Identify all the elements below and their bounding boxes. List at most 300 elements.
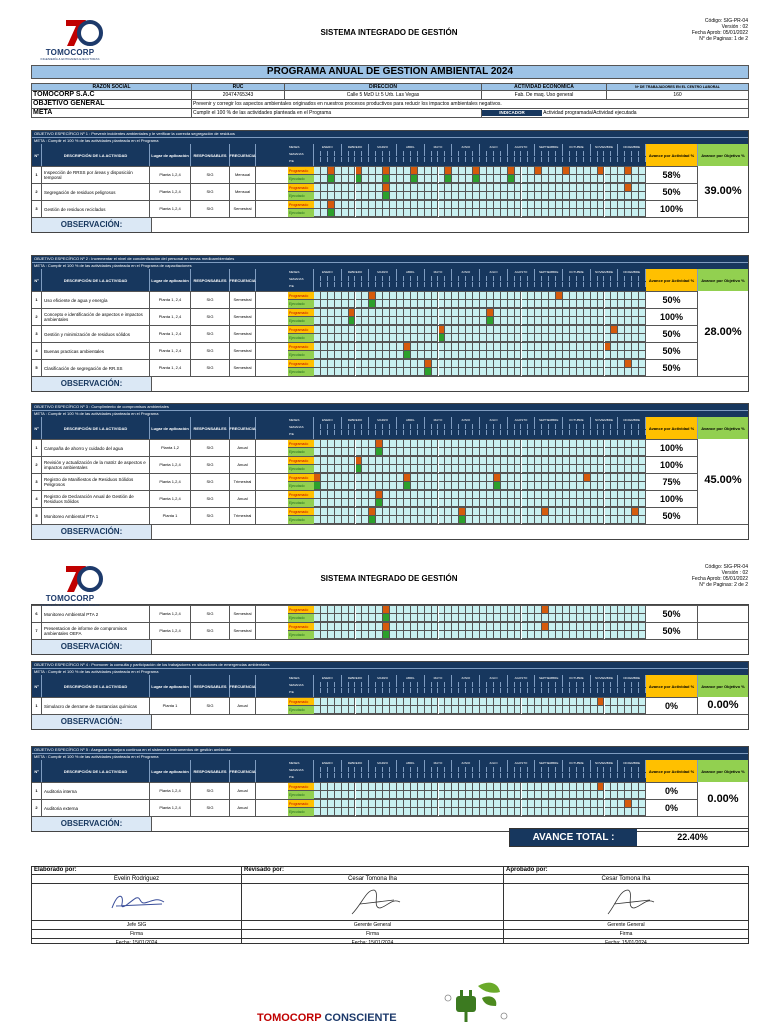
activity-desc: Gestión y minimización de residuos sólidos <box>42 326 150 342</box>
ejecutado-cell <box>487 465 494 473</box>
activity-table-header <box>32 269 748 291</box>
week-cell <box>515 424 522 429</box>
week-cell <box>328 767 335 772</box>
month-label: AGOSTO <box>508 144 536 151</box>
programado-cell <box>494 800 501 808</box>
month-label: ABRIL <box>397 675 425 682</box>
programado-cell <box>335 343 342 351</box>
ejecutado-cell <box>535 482 542 490</box>
ejecutado-cell <box>542 482 549 490</box>
programado-cell <box>439 201 446 209</box>
programado-cell <box>473 167 480 175</box>
week-cell <box>598 682 605 687</box>
pe-labels <box>288 491 314 507</box>
programado-cell <box>349 292 356 300</box>
programado-cell <box>563 623 570 631</box>
programado-cell <box>390 440 397 448</box>
razon-value: TOMOCORP S.A.C <box>32 91 192 100</box>
ejecutado-cell <box>466 499 473 507</box>
week-cell <box>425 151 432 156</box>
activity-row <box>32 782 748 799</box>
programado-cell <box>362 326 369 334</box>
week-cell <box>625 767 632 772</box>
ejecutado-cell <box>570 448 577 456</box>
week-cell <box>349 767 356 772</box>
programado-cell <box>369 343 376 351</box>
programado-cell <box>342 698 349 706</box>
ejecutado-cell <box>605 334 612 342</box>
activity-n: 6 <box>32 606 42 622</box>
week-cell <box>605 682 612 687</box>
ejecutado-cell <box>577 516 584 524</box>
ejecutado-cell <box>639 791 646 799</box>
week-cell <box>397 151 404 156</box>
program-info-table <box>31 65 749 118</box>
programado-cell <box>439 360 446 368</box>
programado-cell <box>570 326 577 334</box>
ejecutado-cell <box>356 499 363 507</box>
programado-cell <box>549 309 556 317</box>
ejecutado-cell <box>404 209 411 217</box>
week-cell <box>362 430 369 435</box>
ejecutado-cell <box>439 499 446 507</box>
programado-cell <box>397 440 404 448</box>
programado-cell <box>584 440 591 448</box>
ejecutado-cell <box>418 334 425 342</box>
programado-cell <box>632 201 639 209</box>
programado-cell <box>591 201 598 209</box>
programado-cell <box>439 343 446 351</box>
week-cell <box>584 430 591 435</box>
week-cell <box>501 157 508 162</box>
programado-cell <box>528 326 535 334</box>
programado-cell <box>542 623 549 631</box>
programado-cell <box>349 440 356 448</box>
ejecutado-cell <box>383 499 390 507</box>
week-cell <box>439 682 446 687</box>
programado-cell <box>376 800 383 808</box>
activity-desc: Segregación de residuos peligrosos <box>42 184 150 200</box>
programado-cell <box>549 184 556 192</box>
ejecutado-cell <box>584 482 591 490</box>
programado-cell <box>439 623 446 631</box>
month-headers <box>314 675 646 697</box>
column-header: Lugar de aplicación <box>150 144 191 166</box>
meses-subheader: P/E <box>289 284 294 288</box>
programado-cell <box>563 474 570 482</box>
week-cell <box>611 424 618 429</box>
programado-cell <box>411 309 418 317</box>
ejecutado-cell <box>591 516 598 524</box>
ejecutado-cell <box>639 808 646 816</box>
week-cell <box>466 276 473 281</box>
week-cell <box>473 767 480 772</box>
ejecutado-cell <box>314 368 321 376</box>
programado-cell <box>611 508 618 516</box>
week-cell <box>618 151 625 156</box>
observacion-row <box>32 217 748 232</box>
month-label: FEBRERO <box>342 269 370 276</box>
ejecutado-cell <box>445 175 452 183</box>
programado-cell <box>321 309 328 317</box>
week-cell <box>376 424 383 429</box>
programado-cell <box>362 508 369 516</box>
week-cell <box>611 688 618 693</box>
week-cell <box>473 157 480 162</box>
ejecutado-cell <box>556 499 563 507</box>
week-cell <box>466 688 473 693</box>
ejecutado-cell <box>425 516 432 524</box>
programado-cell <box>591 783 598 791</box>
month-label: ABRIL <box>397 144 425 151</box>
activity-row <box>32 166 748 183</box>
programado-cell <box>439 326 446 334</box>
programado-cell <box>618 360 625 368</box>
programado-cell <box>425 800 432 808</box>
ejecutado-cell <box>508 192 515 200</box>
ejecutado-cell <box>432 448 439 456</box>
programado-cell <box>494 184 501 192</box>
programado-cell <box>639 474 646 482</box>
ejecutado-cell <box>494 516 501 524</box>
programado-cell <box>432 508 439 516</box>
ejecutado-cell <box>383 516 390 524</box>
programado-cell <box>445 508 452 516</box>
programado-cell <box>328 440 335 448</box>
ejecutado-cell <box>535 192 542 200</box>
ejecutado-cell <box>466 614 473 622</box>
programado-cell <box>632 698 639 706</box>
programado-cell <box>515 326 522 334</box>
programado-cell <box>459 698 466 706</box>
ejecutado-cell <box>598 334 605 342</box>
week-cell <box>466 767 473 772</box>
programado-cell <box>549 292 556 300</box>
ejecutado-cell <box>528 175 535 183</box>
ejecutado-cell <box>618 516 625 524</box>
ejecutado-cell <box>321 499 328 507</box>
programado-cell <box>342 440 349 448</box>
objective-title: OBJETIVO ESPECÍFICO Nº 2 : Incrementar el nivel de concientización del personal en temas medioambientales <box>32 256 748 262</box>
programado-cell <box>473 698 480 706</box>
ejecutado-cell <box>445 631 452 639</box>
ejecutado-cell <box>376 482 383 490</box>
observacion-row <box>32 524 748 539</box>
ejecutado-cell <box>321 614 328 622</box>
programado-cell <box>342 167 349 175</box>
programado-cell <box>480 343 487 351</box>
programado-cell <box>390 457 397 465</box>
activity-table-header <box>32 144 748 166</box>
meses-subheader: P/E <box>289 432 294 436</box>
programado-cell <box>542 698 549 706</box>
week-cell <box>356 773 363 778</box>
week-cell <box>542 157 549 162</box>
week-cell <box>487 767 494 772</box>
programado-cell <box>466 309 473 317</box>
week-cell <box>376 682 383 687</box>
ejecutado-cell <box>611 614 618 622</box>
ejecutado-cell <box>591 209 598 217</box>
programado-cell <box>439 167 446 175</box>
objective-section <box>31 255 749 392</box>
activity-lugar: Planta 1,2,4 <box>150 606 191 622</box>
ejecutado-cell <box>466 465 473 473</box>
programado-cell <box>605 184 612 192</box>
ejecutado-cell <box>542 175 549 183</box>
ejecutado-cell <box>549 300 556 308</box>
avance-objetivo-value: 0.00% <box>698 782 748 815</box>
week-cell <box>314 424 321 429</box>
programado-cell <box>425 457 432 465</box>
schedule-grid <box>314 783 646 799</box>
activity-resp: SIG <box>191 474 230 490</box>
ejecutado-label: Ejecutado <box>288 516 314 524</box>
programado-cell <box>480 440 487 448</box>
programado-cell <box>528 292 535 300</box>
program-title: PROGRAMA ANUAL DE GESTION AMBIENTAL 2024 <box>32 66 749 79</box>
ejecutado-cell <box>605 465 612 473</box>
ejecutado-cell <box>418 791 425 799</box>
ejecutado-cell <box>625 351 632 359</box>
ejecutado-cell <box>528 706 535 714</box>
ejecutado-cell <box>383 465 390 473</box>
ejecutado-cell <box>404 465 411 473</box>
ejecutado-cell <box>480 631 487 639</box>
week-cell <box>425 688 432 693</box>
programado-cell <box>356 326 363 334</box>
programado-cell <box>542 491 549 499</box>
ejecutado-cell <box>563 209 570 217</box>
ejecutado-cell <box>549 175 556 183</box>
ejecutado-cell <box>508 614 515 622</box>
page1-header <box>30 18 748 66</box>
avance-actividad-value: 50% <box>646 292 698 308</box>
programado-cell <box>577 457 584 465</box>
week-cell <box>411 688 418 693</box>
week-cell <box>425 773 432 778</box>
week-cell <box>570 157 577 162</box>
ejecutado-cell <box>342 499 349 507</box>
programado-cell <box>591 474 598 482</box>
ejecutado-cell <box>591 300 598 308</box>
week-cell <box>390 157 397 162</box>
programado-cell <box>376 457 383 465</box>
programado-cell <box>584 623 591 631</box>
programado-cell <box>563 326 570 334</box>
ejecutado-cell <box>432 482 439 490</box>
ejecutado-cell <box>542 499 549 507</box>
programado-cell <box>473 491 480 499</box>
month-headers <box>314 269 646 291</box>
ejecutado-cell <box>542 368 549 376</box>
ejecutado-cell <box>598 175 605 183</box>
programado-cell <box>570 474 577 482</box>
programado-cell <box>466 360 473 368</box>
programado-cell <box>542 167 549 175</box>
ejecutado-cell <box>535 631 542 639</box>
programado-cell <box>466 508 473 516</box>
programado-cell <box>432 440 439 448</box>
ejecutado-cell <box>570 808 577 816</box>
activity-frec: Anual <box>230 698 256 714</box>
programado-cell <box>577 360 584 368</box>
ejecutado-cell <box>369 209 376 217</box>
programado-cell <box>611 343 618 351</box>
ejecutado-cell <box>632 317 639 325</box>
ejecutado-cell <box>515 516 522 524</box>
ejecutado-cell <box>425 351 432 359</box>
programado-cell <box>618 184 625 192</box>
programado-cell <box>411 508 418 516</box>
week-cell <box>542 773 549 778</box>
programado-cell <box>356 201 363 209</box>
programado-cell <box>466 783 473 791</box>
programado-cell <box>349 800 356 808</box>
programado-cell <box>321 343 328 351</box>
ejecutado-cell <box>342 317 349 325</box>
direccion-value: Calle 5 MzD Lt 5 Urb. Las Vegas <box>285 91 482 100</box>
ejecutado-cell <box>397 368 404 376</box>
programado-cell <box>535 167 542 175</box>
ejecutado-cell <box>625 448 632 456</box>
ejecutado-cell <box>411 791 418 799</box>
ejecutado-cell <box>570 317 577 325</box>
week-cell <box>383 773 390 778</box>
activity-n: 2 <box>32 800 42 816</box>
programado-cell <box>632 167 639 175</box>
ejecutado-cell <box>314 465 321 473</box>
ejecutado-cell <box>452 300 459 308</box>
activity-desc: Registro de Declaración Anual de Gestión de Residuos Sólidos <box>42 491 150 507</box>
ejecutado-cell <box>349 614 356 622</box>
week-cell <box>632 688 639 693</box>
programado-cell <box>369 491 376 499</box>
ejecutado-cell <box>404 614 411 622</box>
week-cell <box>591 767 598 772</box>
ejecutado-cell <box>605 175 612 183</box>
ejecutado-cell <box>577 482 584 490</box>
week-cell <box>563 773 570 778</box>
ejecutado-cell <box>570 334 577 342</box>
programado-cell <box>397 201 404 209</box>
programado-cell <box>605 698 612 706</box>
activity-n: 7 <box>32 623 42 639</box>
week-cell <box>459 430 466 435</box>
week-cell <box>349 276 356 281</box>
week-cell <box>605 424 612 429</box>
programado-cell <box>383 201 390 209</box>
programado-cell <box>390 309 397 317</box>
ejecutado-cell <box>397 351 404 359</box>
ejecutado-cell <box>535 465 542 473</box>
month-label: JUNIO <box>452 144 480 151</box>
actividad-header: ACTIVIDAD ECONÓMICA <box>482 84 607 91</box>
avance-actividad-value: 100% <box>646 491 698 507</box>
programado-cell <box>625 440 632 448</box>
programado-cell <box>535 800 542 808</box>
activity-lugar: Planta 1, 2,4 <box>150 326 191 342</box>
ejecutado-cell <box>535 706 542 714</box>
programado-cell <box>501 201 508 209</box>
ejecutado-cell <box>501 614 508 622</box>
programado-cell <box>349 783 356 791</box>
programado-cell <box>605 201 612 209</box>
observacion-row <box>32 714 748 729</box>
ejecutado-cell <box>452 808 459 816</box>
programado-cell <box>535 343 542 351</box>
programado-cell <box>632 292 639 300</box>
week-cell <box>404 151 411 156</box>
ejecutado-cell <box>321 300 328 308</box>
programado-cell <box>356 698 363 706</box>
ejecutado-cell <box>411 209 418 217</box>
week-cell <box>494 773 501 778</box>
programado-cell <box>522 343 529 351</box>
ejecutado-cell <box>611 368 618 376</box>
programado-cell <box>445 491 452 499</box>
week-cell <box>480 157 487 162</box>
ejecutado-cell <box>349 631 356 639</box>
ejecutado-cell <box>598 614 605 622</box>
programado-cell <box>625 623 632 631</box>
programado-cell <box>432 360 439 368</box>
ejecutado-cell <box>356 334 363 342</box>
ejecutado-cell <box>466 368 473 376</box>
programado-cell <box>411 292 418 300</box>
week-cell <box>508 767 515 772</box>
ejecutado-cell <box>452 614 459 622</box>
programado-cell <box>598 800 605 808</box>
programado-cell <box>598 167 605 175</box>
programado-cell <box>473 623 480 631</box>
ejecutado-cell <box>639 300 646 308</box>
ejecutado-cell <box>480 448 487 456</box>
activity-frec: Semestral <box>230 606 256 622</box>
ejecutado-cell <box>556 317 563 325</box>
ejecutado-cell <box>314 631 321 639</box>
ejecutado-cell <box>349 808 356 816</box>
ejecutado-cell <box>563 499 570 507</box>
week-cell <box>362 767 369 772</box>
ejecutado-cell <box>349 706 356 714</box>
month-label: DICIEMBRE <box>618 144 646 151</box>
ejecutado-cell <box>383 368 390 376</box>
programado-cell <box>425 309 432 317</box>
programado-cell <box>349 343 356 351</box>
ejecutado-cell <box>501 192 508 200</box>
programado-cell <box>445 292 452 300</box>
ejecutado-cell <box>432 706 439 714</box>
activity-n: 2 <box>32 184 42 200</box>
ejecutado-cell <box>335 351 342 359</box>
programado-cell <box>508 309 515 317</box>
meses-column-header <box>288 760 314 782</box>
programado-cell <box>418 491 425 499</box>
programado-cell <box>321 783 328 791</box>
ejecutado-cell <box>328 482 335 490</box>
ejecutado-cell <box>611 499 618 507</box>
ejecutado-cell <box>494 791 501 799</box>
column-header: FRECUENCIA <box>230 417 256 439</box>
ejecutado-cell <box>563 482 570 490</box>
week-cell <box>418 682 425 687</box>
programado-cell <box>487 309 494 317</box>
week-cell <box>570 682 577 687</box>
ejecutado-cell <box>356 175 363 183</box>
ejecutado-cell <box>611 808 618 816</box>
programado-cell <box>508 508 515 516</box>
